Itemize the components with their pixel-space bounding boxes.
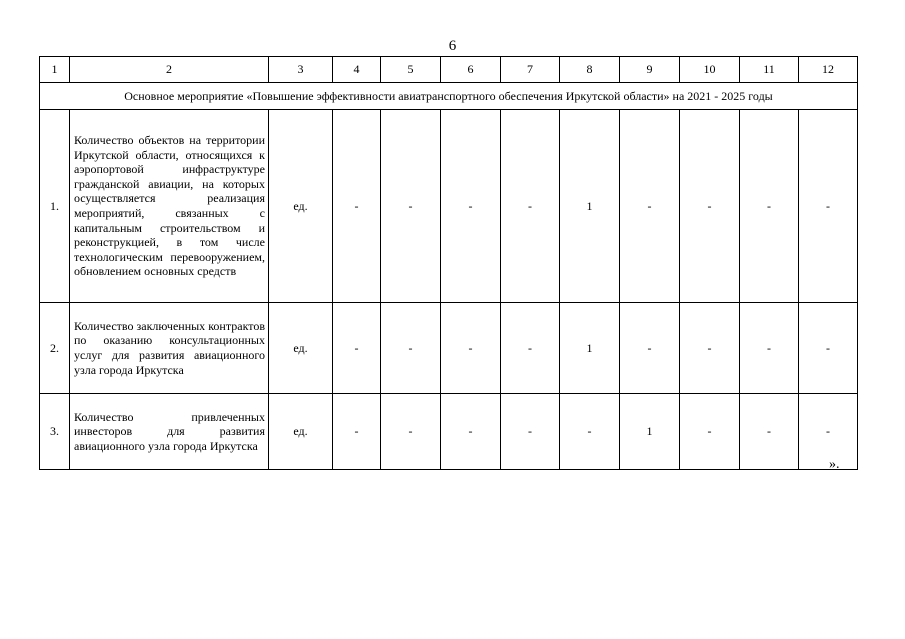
value-cell: - bbox=[501, 110, 560, 303]
row-unit: ед. bbox=[269, 394, 333, 470]
header-cell: 6 bbox=[441, 57, 501, 83]
value-cell: - bbox=[620, 110, 680, 303]
value-cell: - bbox=[799, 303, 858, 394]
row-description: Количество привлеченных инвесторов для развития авиационного узла города Иркутска bbox=[70, 394, 269, 470]
table-row bbox=[40, 394, 858, 470]
value-cell: 1 bbox=[560, 303, 620, 394]
header-cell: 3 bbox=[269, 57, 333, 83]
value-cell: - bbox=[333, 394, 381, 470]
value-cell: - bbox=[740, 110, 799, 303]
value-cell: - bbox=[740, 303, 799, 394]
header-cell: 9 bbox=[620, 57, 680, 83]
header-cell: 5 bbox=[381, 57, 441, 83]
row-number: 3. bbox=[40, 394, 70, 470]
value-cell: - bbox=[680, 110, 740, 303]
section-title: Основное мероприятие «Повышение эффективности авиатранспортного обеспечения Иркутской области» на 2021 - 2025 годы bbox=[40, 83, 858, 110]
value-cell: - bbox=[680, 394, 740, 470]
closing-quote: ». bbox=[829, 457, 840, 472]
value-cell: 1 bbox=[560, 110, 620, 303]
value-cell: - bbox=[441, 394, 501, 470]
indicators-table bbox=[39, 56, 858, 470]
header-cell: 1 bbox=[40, 57, 70, 83]
value-cell: - bbox=[501, 394, 560, 470]
row-unit: ед. bbox=[269, 110, 333, 303]
value-cell: - bbox=[441, 110, 501, 303]
value-cell: - bbox=[680, 303, 740, 394]
header-row bbox=[40, 57, 858, 83]
value-cell: - bbox=[333, 303, 381, 394]
header-cell: 11 bbox=[740, 57, 799, 83]
page-number: 6 bbox=[448, 38, 457, 54]
header-cell: 8 bbox=[560, 57, 620, 83]
value-cell: - bbox=[333, 110, 381, 303]
table-row bbox=[40, 110, 858, 303]
row-number: 2. bbox=[40, 303, 70, 394]
value-cell: - bbox=[799, 110, 858, 303]
header-cell: 4 bbox=[333, 57, 381, 83]
row-number: 1. bbox=[40, 110, 70, 303]
value-cell: 1 bbox=[620, 394, 680, 470]
header-cell: 10 bbox=[680, 57, 740, 83]
header-cell: 2 bbox=[70, 57, 269, 83]
value-cell: - bbox=[799, 394, 858, 470]
header-cell: 7 bbox=[501, 57, 560, 83]
header-cell: 12 bbox=[799, 57, 858, 83]
value-cell: - bbox=[501, 303, 560, 394]
value-cell: - bbox=[381, 303, 441, 394]
row-description: Количество объектов на территории Иркутской области, относящихся к аэропортовой инфраструктуре гражданской авиации, на которых осуществляется реализация мероприятий, связанных с капитальным строительством и реконструкцией, в том числе технологическим перевооружением, обновлением основных средств bbox=[70, 110, 269, 303]
value-cell: - bbox=[381, 110, 441, 303]
value-cell: - bbox=[620, 303, 680, 394]
value-cell: - bbox=[441, 303, 501, 394]
row-description: Количество заключенных контрактов по оказанию консультационных услуг для развития авиационного узла города Иркутска bbox=[70, 303, 269, 394]
value-cell: - bbox=[560, 394, 620, 470]
table-row bbox=[40, 303, 858, 394]
value-cell: - bbox=[381, 394, 441, 470]
row-unit: ед. bbox=[269, 303, 333, 394]
value-cell: - bbox=[740, 394, 799, 470]
section-row bbox=[40, 83, 858, 110]
